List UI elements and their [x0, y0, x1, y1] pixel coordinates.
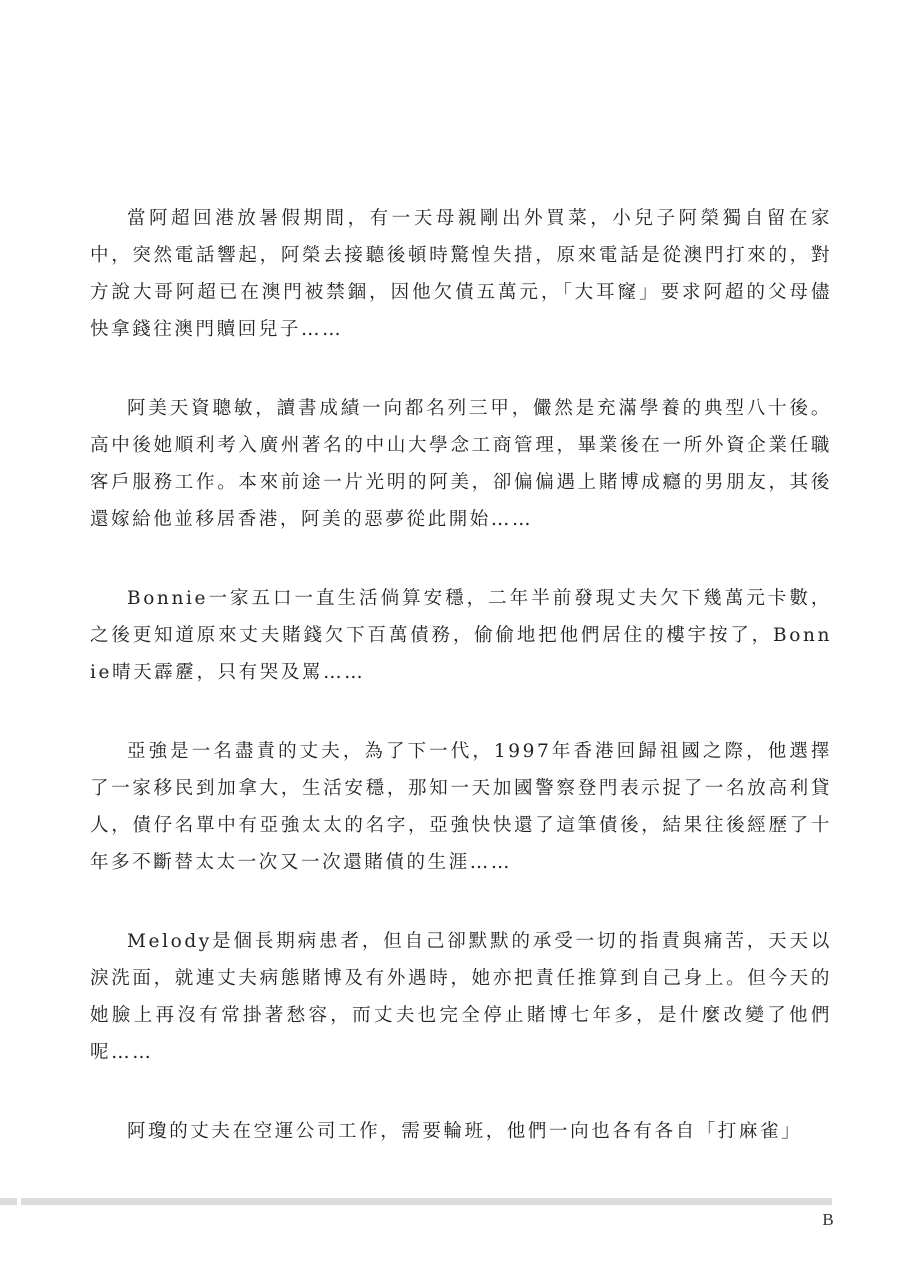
- paragraph-bonnie: Bonnie一家五口一直生活倘算安穩，二年半前發現丈夫欠下幾萬元卡數，之後更知道原來丈夫賭錢欠下百萬債務，偷偷地把他們居住的樓宇按了，Bonnie晴天霹靂，只有哭及罵……: [90, 588, 832, 683]
- paragraph-ah-mei: 阿美天資聰敏，讀書成績一向都名列三甲，儼然是充滿學養的典型八十後。高中後她順利考入廣州著名的中山大學念工商管理，畢業後在一所外資企業任職客戶服務工作。本來前途一片光明的阿美，卻偏偏遇上賭博成癮的男朋友，其後還嫁給他並移居香港，阿美的惡夢從此開始……: [90, 398, 832, 530]
- paragraph-ah-king: 阿瓊的丈夫在空運公司工作，需要輪班，他們一向也各有各自「打麻雀」: [127, 1121, 803, 1142]
- paragraph-ah-chiu: 當阿超回港放暑假期間，有一天母親剛出外買菜，小兒子阿榮獨自留在家中，突然電話響起，阿榮去接聽後頓時驚惶失措，原來電話是從澳門打來的，對方說大哥阿超已在澳門被禁錮，因他欠債五萬元，「大耳窿」要求阿超的父母儘快拿錢往澳門贖回兒子……: [90, 208, 832, 340]
- paragraph-melody: Melody是個長期病患者，但自己卻默默的承受一切的指責與痛苦，天天以淚洗面，就連丈夫病態賭博及有外遇時，她亦把責任推算到自己身上。但今天的她臉上再沒有常掛著愁容，而丈夫也完全停止賭博七年多，是什麼改變了他們呢……: [90, 931, 832, 1063]
- page-body: [90, 200, 832, 1150]
- footer-divider-left: [0, 1198, 17, 1205]
- page-number: B: [822, 1210, 834, 1229]
- footer-divider: [21, 1198, 832, 1205]
- paragraph-ah-keung: 亞強是一名盡責的丈夫，為了下一代，1997年香港回歸祖國之際，他選擇了一家移民到加拿大，生活安穩，那知一天加國警察登門表示捉了一名放高利貸人，債仔名單中有亞強太太的名字，亞強快快還了這筆債後，結果往後經歷了十年多不斷替太太一次又一次還賭債的生涯……: [90, 741, 832, 873]
